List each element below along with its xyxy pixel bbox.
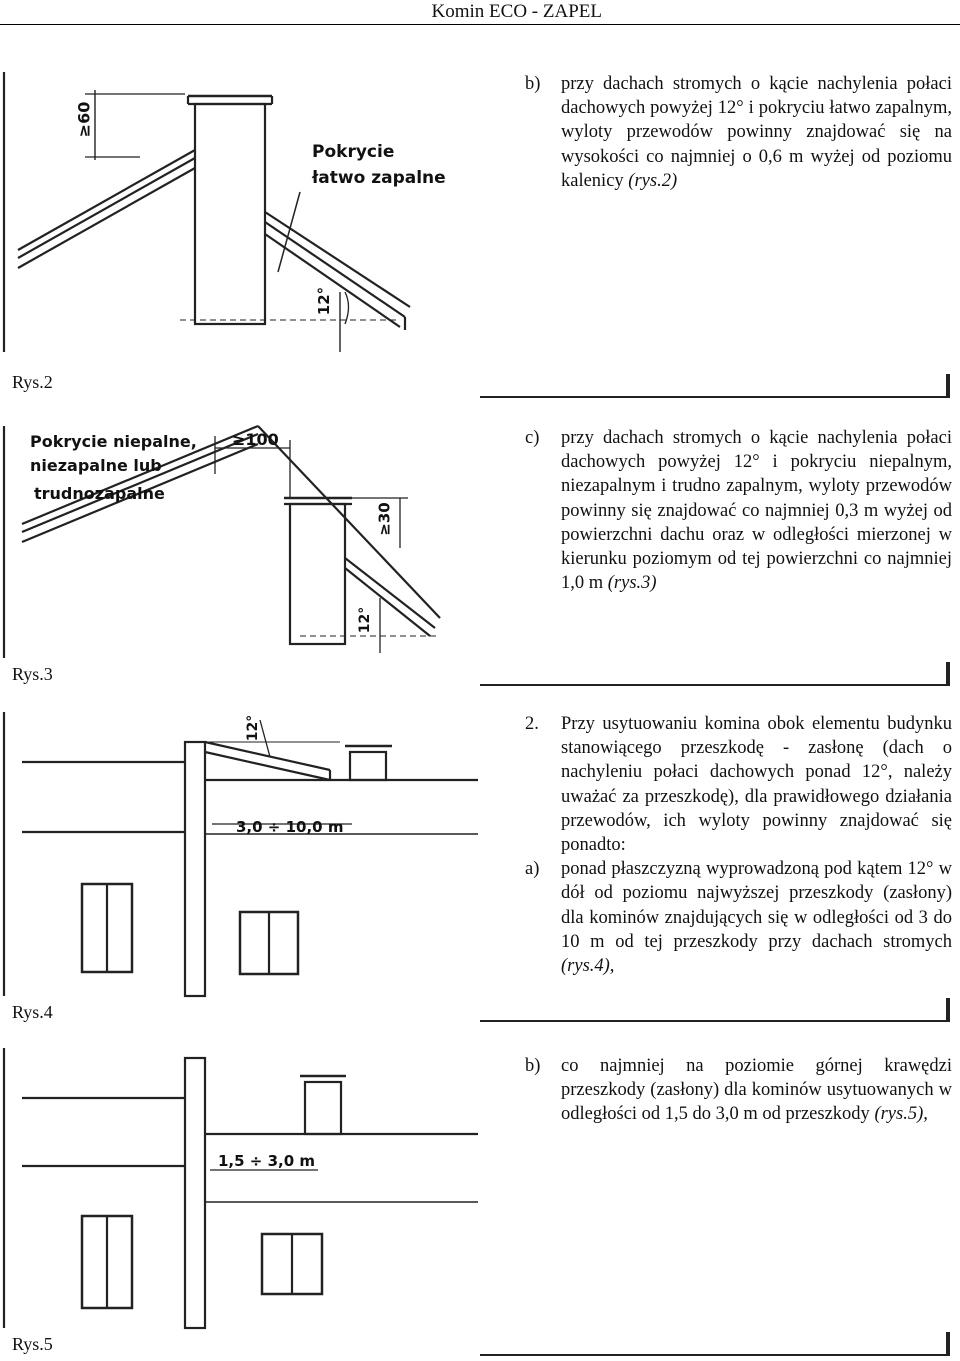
figure-reference: (rys.2) [628, 170, 678, 191]
header-title: Komin ECO - ZAPEL [431, 1, 602, 22]
figure-caption-rys5: Rys.5 [12, 1334, 53, 1354]
covering-label-line3: trudnozapalne [34, 484, 165, 503]
figure-rys3 [0, 418, 478, 658]
covering-label-line2: łatwo zapalne [312, 168, 446, 188]
figure-caption-rys4: Rys.4 [12, 1002, 53, 1022]
section-number: 2. [525, 714, 539, 734]
angle-label: 12° [357, 606, 374, 634]
figure-caption-rys2: Rys.2 [12, 372, 53, 392]
paragraph-text: przy dachach stromych o kącie nachylenia połaci dachowych powyżej 12° i pokryciu niepalnym, niezapalnym i trudno zapalnym, wyloty przewodów powinny się znajdować co najmniej 0,3 m wyżej od powierzchni dachu oraz w odległości mierzonej w kierunku poziomym od tej powierzchni co najmniej 1,0 m [561, 428, 952, 594]
paragraph-text: ponad płaszczyzną wyprowadzoną pod kątem 12° w dół od poziomu najwyższej przeszkody (zasłony) dla kominów znajdujących się w odległości od 3 do 10 m od tej przeszkody przy dachach stromych [561, 859, 952, 952]
paragraph-text: co najmniej na poziomie górnej krawędzi przeszkody (zasłony) dla kominów usytuowanych w odległości od 1,5 do 3,0 m od przeszkody [561, 1056, 952, 1125]
roof-diagram-rys3 [0, 418, 478, 658]
figure-reference: (rys.4), [561, 956, 615, 977]
dimension-horizontal-label: ≥100 [232, 430, 279, 449]
separator-1 [480, 376, 950, 398]
covering-label-line1: Pokrycie [312, 142, 395, 162]
angle-label: 12° [245, 714, 262, 742]
covering-label-line2: niezapalne lub [30, 456, 162, 475]
distance-label: 1,5 ÷ 3,0 m [218, 1152, 316, 1170]
list-marker: b) [525, 74, 541, 94]
list-marker: a) [525, 859, 540, 880]
dimension-label: ≥60 [74, 101, 94, 138]
figure-reference: (rys.3) [607, 573, 657, 594]
list-marker: b) [525, 1056, 541, 1076]
paragraph-c-rys3 [525, 426, 952, 595]
separator-4 [480, 1334, 950, 1356]
angle-label: 12° [315, 286, 334, 316]
roof-diagram-rys2 [0, 62, 478, 362]
paragraph-b-rys5 [525, 1054, 952, 1127]
paragraph-b-rys2 [525, 72, 952, 193]
figure-rys4 [0, 712, 478, 996]
figure-rys5 [0, 1048, 478, 1328]
separator-2 [480, 664, 950, 686]
paragraph-text: przy dachach stromych o kącie nachylenia połaci dachowych powyżej 12° i pokryciu łatwo zapalnym, wyloty przewodów powinny znajdować się na wysokości co najmniej o 0,6 m wyżej od poziomu kalenicy [561, 74, 952, 191]
section-2 [525, 712, 952, 978]
distance-label: 3,0 ÷ 10,0 m [236, 818, 344, 836]
figure-reference: (rys.5), [874, 1104, 928, 1125]
dimension-vertical-label: ≥30 [375, 502, 394, 536]
covering-label-line1: Pokrycie niepalne, [30, 432, 197, 451]
building-diagram-rys4 [0, 712, 478, 996]
section-text: Przy usytuowaniu komina obok elementu budynku stanowiącego przeszkodę - zasłonę (dach o nachyleniu połaci dachowych ponad 12°, należy uważać za przeszkodę), dla prawidłowego działania przewodów, ich wyloty powinny znajdować się ponadto: [561, 714, 952, 856]
separator-3 [480, 1000, 950, 1022]
building-diagram-rys5 [0, 1048, 478, 1328]
figure-caption-rys3: Rys.3 [12, 664, 53, 684]
page-header [0, 0, 960, 25]
figure-rys2 [0, 62, 478, 362]
list-marker: c) [525, 428, 540, 448]
